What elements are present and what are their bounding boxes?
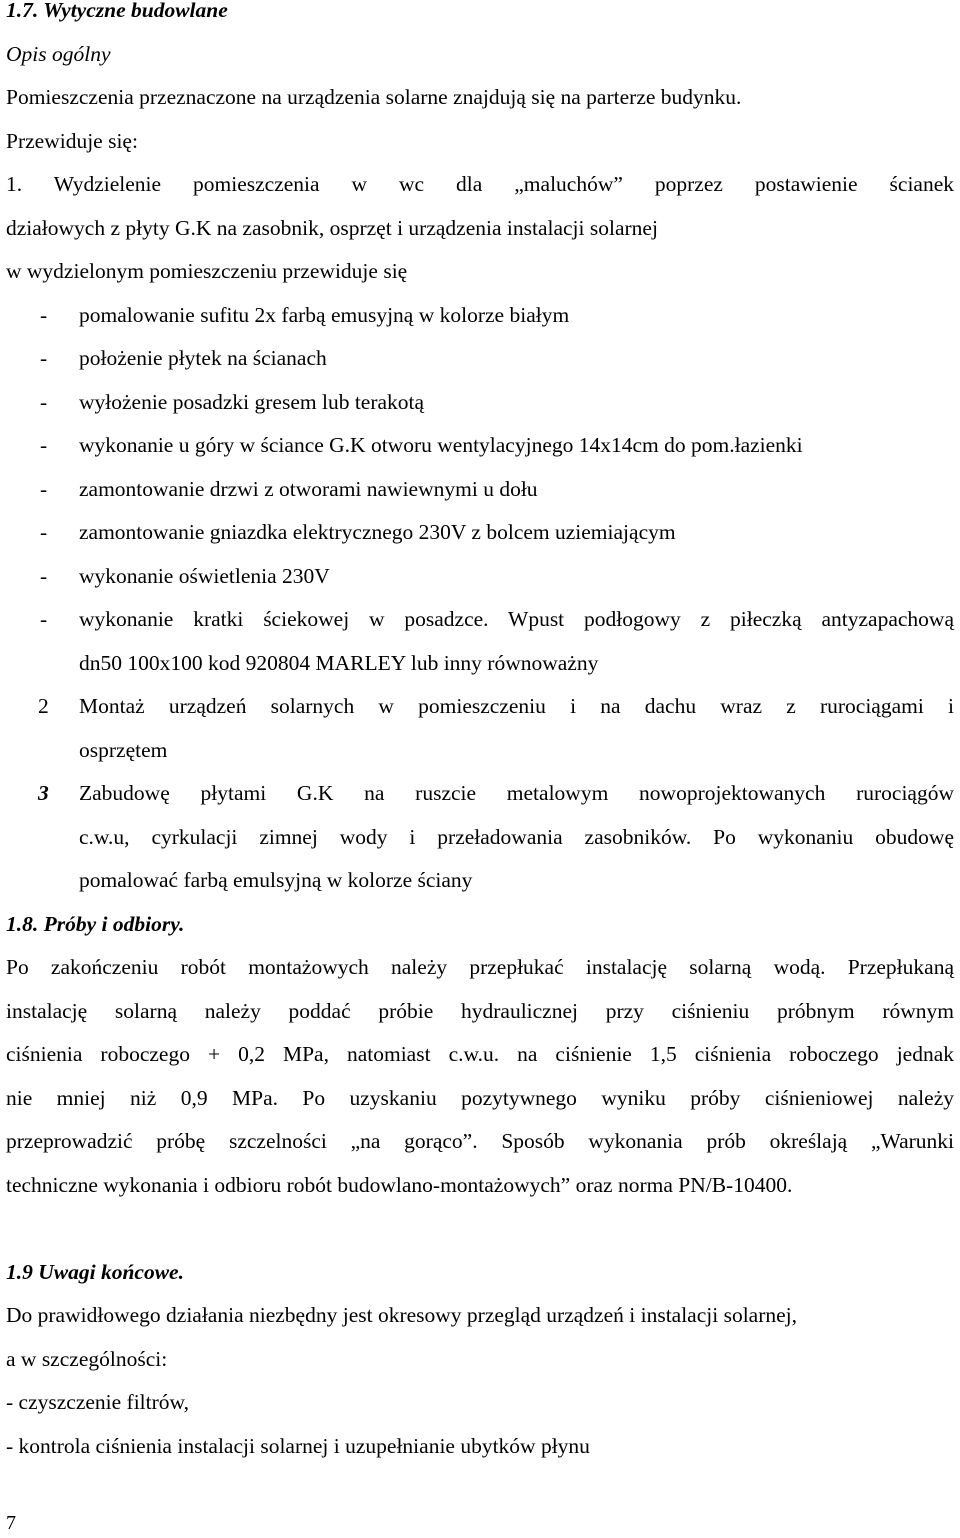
list-item-1-line: 1. Wydzielenie pomieszczenia w wc dla „maluchów” poprzez postawienie ścianek xyxy=(6,172,954,196)
list-item-continuation: pomalować farbą emulsyjną w kolorze ściany xyxy=(79,868,473,892)
section-heading-1-8: 1.8. Próby i odbiory. xyxy=(6,912,185,936)
paragraph-line: ciśnienia roboczego + 0,2 MPa, natomiast c.w.u. na ciśnienie 1,5 ciśnienia roboczego jednak xyxy=(6,1042,954,1066)
dash-marker: - xyxy=(40,390,48,414)
list-item: - kontrola ciśnienia instalacji solarnej i uzupełnianie ubytków płynu xyxy=(6,1434,590,1458)
dash-marker: - xyxy=(40,520,48,544)
paragraph-line: a w szczególności: xyxy=(6,1347,168,1371)
list-item-continuation: dn50 100x100 kod 920804 MARLEY lub inny równoważny xyxy=(79,651,599,675)
paragraph-text: Przewiduje się: xyxy=(6,129,138,153)
list-item-1-line: w wydzielonym pomieszczeniu przewiduje się xyxy=(6,259,408,283)
dash-marker: - xyxy=(40,607,48,631)
subheading-general-description: Opis ogólny xyxy=(6,42,111,66)
list-item-1-line: działowych z płyty G.K na zasobnik, osprzęt i urządzenia instalacji solarnej xyxy=(6,216,658,240)
dash-marker: - xyxy=(40,477,48,501)
paragraph-line: Do prawidłowego działania niezbędny jest okresowy przegląd urządzeń i instalacji solarnej, xyxy=(6,1303,798,1327)
dash-marker: - xyxy=(40,564,48,588)
list-item: - czyszczenie filtrów, xyxy=(6,1390,190,1414)
paragraph-line: Po zakończeniu robót montażowych należy przepłukać instalację solarną wodą. Przepłukaną xyxy=(6,955,954,979)
paragraph-text: Pomieszczenia przeznaczone na urządzenia solarne znajdują się na parterze budynku. xyxy=(6,85,742,109)
section-heading-1-7: 1.7. Wytyczne budowlane xyxy=(6,0,228,22)
section-heading-1-9: 1.9 Uwagi końcowe. xyxy=(6,1260,184,1284)
paragraph-line: instalację solarną należy poddać próbie hydraulicznej przy ciśnieniu próbnym równym xyxy=(6,999,954,1023)
item-number: 3 xyxy=(38,781,49,805)
list-item-continuation: osprzętem xyxy=(79,738,168,762)
item-number: 2 xyxy=(38,694,49,718)
dash-marker: - xyxy=(40,433,48,457)
dash-marker: - xyxy=(40,346,48,370)
list-item-continuation: c.w.u, cyrkulacji zimnej wody i przeładowania zasobników. Po wykonaniu obudowę xyxy=(79,825,954,849)
paragraph-line: nie mniej niż 0,9 MPa. Po uzyskaniu pozytywnego wyniku próby ciśnieniowej należy xyxy=(6,1086,954,1110)
paragraph-line: techniczne wykonania i odbioru robót budowlano-montażowych” oraz norma PN/B-10400. xyxy=(6,1173,793,1197)
page-number: 7 xyxy=(6,1512,16,1534)
paragraph-line: przeprowadzić próbę szczelności „na gorąco”. Sposób wykonania prób określają „Warunki xyxy=(6,1129,954,1153)
dash-marker: - xyxy=(40,303,48,327)
